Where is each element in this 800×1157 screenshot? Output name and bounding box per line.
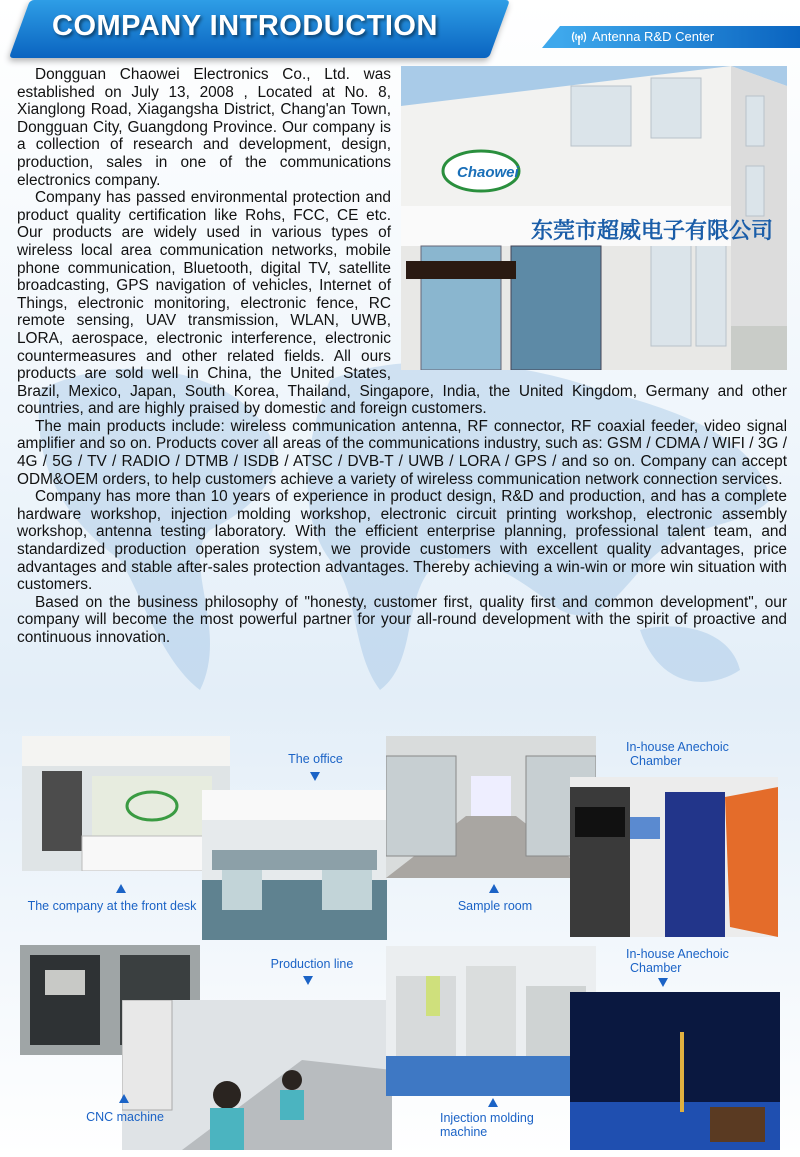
caption-anechoic-2-line-2: Chamber: [630, 961, 682, 975]
anechoic-chamber-photo-1: [570, 777, 778, 937]
subtitle-banner: [560, 26, 800, 48]
office-photo: [202, 790, 387, 940]
sample-room-photo: [386, 736, 596, 878]
caption-office: The office: [288, 752, 343, 766]
intro-paragraph-1: Dongguan Chaowei Electronics Co., Ltd. was established on July 13, 2008 , Located at No. 8, Xianglong Road, Xiagangsha District, Chang'an Town, Dongguan City, Guangdong Province. Our company is a collection of research and development, design, production, sales in one of the communications electronics company.: [17, 66, 391, 189]
arrow-up-icon: [116, 884, 126, 893]
injection-molding-photo: [386, 946, 596, 1096]
header-subtitle: Antenna R&D Center: [592, 29, 715, 44]
anechoic-chamber-photo-2: [570, 992, 780, 1150]
intro-paragraph-4: Company has more than 10 years of experience in product design, R&D and production, and has a complete hardware workshop, injection molding workshop, electronic circuit printing workshop, electronic assembly workshop, antenna testing laboratory. With the efficient enterprise planning, professional talent team, and standardized production operation system, we provide customers with excellent quality advantages, price advantages and stable after-sales protection advantages. Thereby achieving a win-win or more win situation with customers.: [17, 488, 787, 594]
arrow-up-icon: [119, 1094, 129, 1103]
building-logo-text: Chaowei: [457, 164, 519, 181]
caption-front-desk: The company at the front desk: [27, 899, 197, 913]
building-photo: [401, 66, 787, 370]
page-title: COMPANY INTRODUCTION: [52, 10, 438, 42]
arrow-up-icon: [489, 884, 499, 893]
caption-injection-line-1: Injection molding: [440, 1111, 534, 1125]
building-illustration: [401, 66, 787, 370]
caption-anechoic-1-line-1: In-house Anechoic: [626, 740, 729, 754]
page-header: [0, 0, 800, 62]
svg-text:东莞市超威电子有限公司: 东莞市超威电子有限公司: [531, 218, 774, 243]
caption-anechoic-1-line-2: Chamber: [630, 754, 682, 768]
intro-text: [17, 66, 787, 647]
intro-paragraph-3: The main products include: wireless communication antenna, RF connector, RF coaxial feeder, video signal amplifier and so on. Products cover all areas of the communications industry, such as: GSM / CDMA / WIFI / 3G / 4G / 5G / TV / RADIO / DTMB / ISDB / ATSC / DVB-T / UWB / LORA / GPS / and so on. Company can accept ODM&OEM orders, to help customers achieve a variety of wireless communication network connection services.: [17, 417, 787, 488]
antenna-icon: [570, 28, 588, 46]
arrow-down-icon: [658, 978, 668, 987]
arrow-down-icon: [310, 772, 320, 781]
production-line-photo: [122, 1000, 392, 1150]
intro-paragraph-5: Based on the business philosophy of "honesty, customer first, quality first and common development", our company will become the most powerful partner for your all-round development with the spirit of proactive and continuous innovation.: [17, 593, 787, 646]
front-desk-photo: [22, 736, 230, 871]
caption-sample-room: Sample room: [457, 899, 533, 913]
arrow-down-icon: [303, 976, 313, 985]
intro-paragraph-2: Company has passed environmental protection and product quality certification like Rohs, FCC, CE etc. Our products are widely used in various types of wireless local area communication networks, mobile phone communication, Bluetooth, digital TV, satellite broadcasting, GPS navigation of vehicles, Internet of Things, electronic monitoring, electronic fence, RC remote sensing, UAV transmission, WLAN, UWB, LORA, aerospace, electronic interference, electronic countermeasures and other related fields. All ours products are sold well in China, the United States, Brazil, Mexico, Japan, South Korea, Thailand, Singapore, India, the United Kingdom, Germany and other countries, and are highly praised by domestic and foreign customers.: [17, 189, 787, 418]
caption-cnc: CNC machine: [86, 1110, 164, 1124]
caption-injection-line-2: machine: [440, 1125, 488, 1139]
caption-production-line: Production line: [270, 957, 354, 971]
caption-anechoic-2-line-1: In-house Anechoic: [626, 947, 729, 961]
arrow-up-icon: [488, 1098, 498, 1107]
